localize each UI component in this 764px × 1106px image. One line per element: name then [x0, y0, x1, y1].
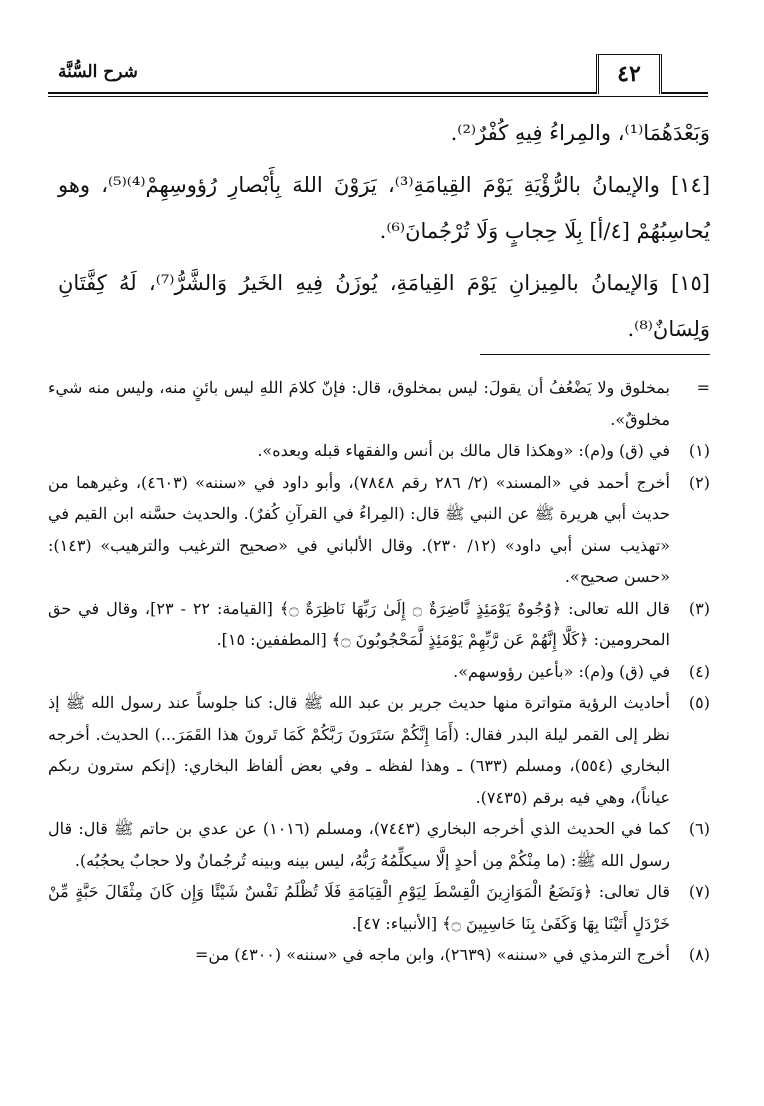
page-number: ٤٢: [596, 54, 662, 94]
footnote-number: (٦): [688, 819, 710, 838]
footnote: [48, 813, 710, 876]
footnote: [48, 467, 710, 593]
footnote: [48, 687, 710, 813]
footnote-divider: [480, 354, 710, 355]
footnote-number: (٨): [688, 945, 710, 964]
footnote-text: قال تعالى: ﴿وَنَضَعُ الْمَوَازِينَ الْقِسْطَ لِيَوْمِ الْقِيَامَةِ فَلَا تُظْلَمُ نَفْسٌ شَيْئًا وَإِن كَانَ مِثْقَالَ حَبَّةٍ مِّنْ خَرْدَلٍ أَتَيْنَا بِهَا وَكَفَىٰ بِنَا حَاسِبِينَ ۝﴾ [الأنبياء: ٤٧].: [48, 882, 670, 933]
main-text: [58, 110, 710, 352]
footnote-number: =: [696, 378, 710, 397]
footnote-number: (١): [688, 441, 710, 460]
page-header: [48, 54, 708, 100]
footnote-text: في (ق) و(م): «بأعين رؤوسهم».: [453, 661, 670, 681]
footnote-text: أخرج أحمد في «المسند» (٢/ ٢٨٦ رقم ٧٨٤٨)، وأبو داود في «سننه» (٤٦٠٣)، وغيرهما من حديث أبي هريرة ﷺ عن النبي ﷺ قال: (المِراءُ في القرآنِ كُفرٌ). والحديث حسَّنه ابن القيم في «تهذيب سنن أبي داود» (١٢/ ٢٣٠). وقال الألباني في «صحيح الترغيب والترهيب» (١٤٣): «حسن صحيح».: [48, 472, 671, 586]
footnote-text: أخرج الترمذي في «سننه» (٢٦٣٩)، وابن ماجه في «سننه» (٤٣٠٠) من=: [195, 945, 670, 964]
footnote-number: (٢): [688, 472, 710, 492]
footnote: [48, 435, 710, 467]
header-rule-thin: [48, 96, 708, 97]
footnote: [48, 593, 710, 656]
footnote-number: (٣): [688, 598, 710, 618]
paragraph: [١٤] والإيمانُ بالرُّؤْيَةِ يَوْمَ القِيامَةِ⁽³⁾، يَرَوْنَ اللهَ بِأَبْصارِ رُؤوسِهِمْ⁽⁴⁾⁽⁵⁾، وهو يُحاسِبُهُمْ [٤/أ] بِلَا حِجابٍ وَلَا تُرْجُمانَ⁽⁶⁾.: [58, 173, 711, 243]
footnote-number: (٧): [688, 882, 710, 901]
footnote-number: (٤): [688, 661, 710, 681]
footnotes: [48, 372, 710, 971]
paragraph: وَبَعْدَهُمَا⁽¹⁾، والمِراءُ فِيهِ كُفْرٌ⁽²⁾.: [450, 121, 710, 145]
footnote-text: كما في الحديث الذي أخرجه البخاري (٧٤٤٣)، ومسلم (١٠١٦) عن عدي بن حاتم ﷺ قال: قال رسول الله ﷺ: (ما مِنْكُمْ مِن أحدٍ إلَّا سيكلِّمُهُ رَبُّهُ، ليس بينه وبينه تُرجُمانٌ ولا حجابٌ يحجُبُه).: [48, 819, 670, 870]
footnote: [48, 939, 710, 971]
footnote: [48, 876, 710, 939]
footnote-text: في (ق) و(م): «وهكذا قال مالك بن أنس والفقهاء قبله وبعده».: [257, 441, 670, 460]
footnote: [48, 372, 710, 435]
footnote-text: قال الله تعالى: ﴿وُجُوهٌ يَوْمَئِذٍ نَّاضِرَةٌ ۝ إِلَىٰ رَبِّهَا نَاظِرَةٌ ۝﴾ [القيامة: ٢٢ - ٢٣]، وقال في حق المحرومين: ﴿كَلَّا إِنَّهُمْ عَن رَّبِّهِمْ يَوْمَئِذٍ لَّمَحْجُوبُونَ ۝﴾ [المطففين: ١٥].: [48, 598, 671, 649]
footnote: [48, 656, 710, 688]
footnote-text: بمخلوق ولا يَضْعُفُ أن يقولَ: ليس بمخلوق، قال: فإنّ كلامَ اللهِ ليس بائنٍ منه، وليس منه شيء مخلوقٌ».: [48, 378, 670, 429]
book-title: شرح السُّنَّة: [58, 62, 138, 82]
footnote-number: (٥): [688, 693, 710, 712]
paragraph: [١٥] وَالإيمانُ بالمِيزانِ يَوْمَ القِيامَةِ، يُوزَنُ فِيهِ الخَيرُ وَالشَّرُّ⁽⁷⁾، لَهُ كِفَّتَانِ وَلِسَانٌ⁽⁸⁾.: [58, 271, 710, 341]
footnote-text: أحاديث الرؤية متواترة منها حديث جرير بن عبد الله ﷺ قال: كنا جلوساً عند رسول الله ﷺ إذ نظر إلى القمر ليلة البدر فقال: (أَمَا إِنَّكُمْ سَتَرَونَ رَبَّكُمْ كَمَا تَرونَ هذا القَمَرَ...) الحديث. أخرجه البخاري (٥٥٤)، ومسلم (٦٣٣) ـ وهذا لفظه ـ وفي بعض ألفاظ البخاري: (إنكم سترون ربكم عياناً)، وهي فيه برقم (٧٤٣٥).: [48, 693, 671, 807]
